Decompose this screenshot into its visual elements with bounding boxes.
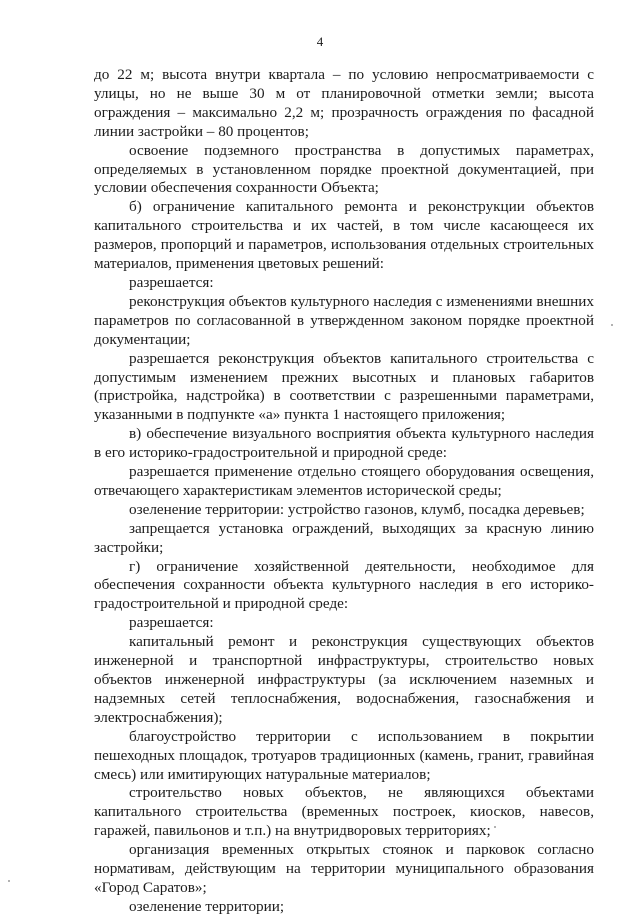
paragraph-permitted-heading-2: разрешается:: [129, 614, 214, 632]
paragraph-item-v: в) обеспечение визуального восприятия объекта культурного наследия в его историко-градостроительной и природной среде:: [94, 425, 594, 462]
paragraph-heritage-reconstruction: реконструкция объектов культурного наследия с изменениями внешних параметров по согласованной в утвержденном законом порядке проектной документации;: [94, 292, 594, 348]
paragraph-item-b: б) ограничение капитального ремонта и реконструкции объектов капитального строительства и их частей, в том числе касающееся их размеров, пропорций и параметров, использования отдельных строительных материалов, применения цветовых решений:: [94, 198, 594, 273]
page-number: 4: [316, 34, 324, 49]
paragraph-fences-prohibited: запрещается установка ограждений, выходящих за красную линию застройки;: [94, 519, 594, 556]
scan-speck: [494, 826, 496, 828]
paragraph-lighting: разрешается применение отдельно стоящего оборудования освещения, отвечающего характеристикам элементов исторической среды;: [94, 463, 594, 499]
scan-speck: [8, 880, 10, 882]
paragraph-item-g: г) ограничение хозяйственной деятельности, необходимое для обеспечения сохранности объекта культурного наследия в его историко-градостроительной и природной среде:: [94, 557, 594, 613]
paragraph-temporary-structures: строительство новых объектов, не являющихся объектами капитального строительства (временных построек, киосков, навесов, гаражей, павильонов и т.п.) на внутридворовых территориях;: [94, 784, 594, 840]
paragraph-landscaping: благоустройство территории с использованием в покрытии пешеходных площадок, тротуаров традиционных (камень, гранит, гравийная смесь) или имитирующих натуральные материалов;: [94, 727, 594, 783]
paragraph-greening: озеленение территории: устройство газонов, клумб, посадка деревьев;: [129, 500, 585, 518]
document-body: [94, 66, 594, 917]
paragraph-infrastructure: капитальный ремонт и реконструкция существующих объектов инженерной и транспортной инфраструктуры, строительство новых объектов инженерной инфраструктуры (за исключением наземных и надземных сетей теплоснабжения, водоснабжения, газоснабжения и электроснабжения);: [94, 633, 594, 726]
paragraph-permitted-heading: разрешается:: [129, 273, 214, 291]
paragraph-continuation: до 22 м; высота внутри квартала – по условию непросматриваемости с улицы, но не выше 30 м от планировочной отметки земли; высота ограждения – максимально 2,2 м; прозрачность ограждения по фасадной линии застройки – 80 процентов;: [94, 66, 594, 140]
paragraph-parking: организация временных открытых стоянок и парковок согласно нормативам, действующим на территории муниципального образования «Город Саратов»;: [94, 841, 594, 896]
paragraph-greening-2: озеленение территории;: [129, 897, 285, 915]
paragraph-capital-reconstruction: разрешается реконструкция объектов капитального строительства с допустимым изменением прежних высотных и плановых габаритов (пристройка, надстройка) в соответствии с разрешенными параметрами, указанными в подпункте «а» пункта 1 настоящего приложения;: [94, 349, 594, 424]
scan-speck: [611, 324, 613, 326]
paragraph-underground-space: освоение подземного пространства в допустимых параметрах, определяемых в установленном порядке проектной документацией, при условии обеспечения сохранности Объекта;: [94, 141, 594, 197]
